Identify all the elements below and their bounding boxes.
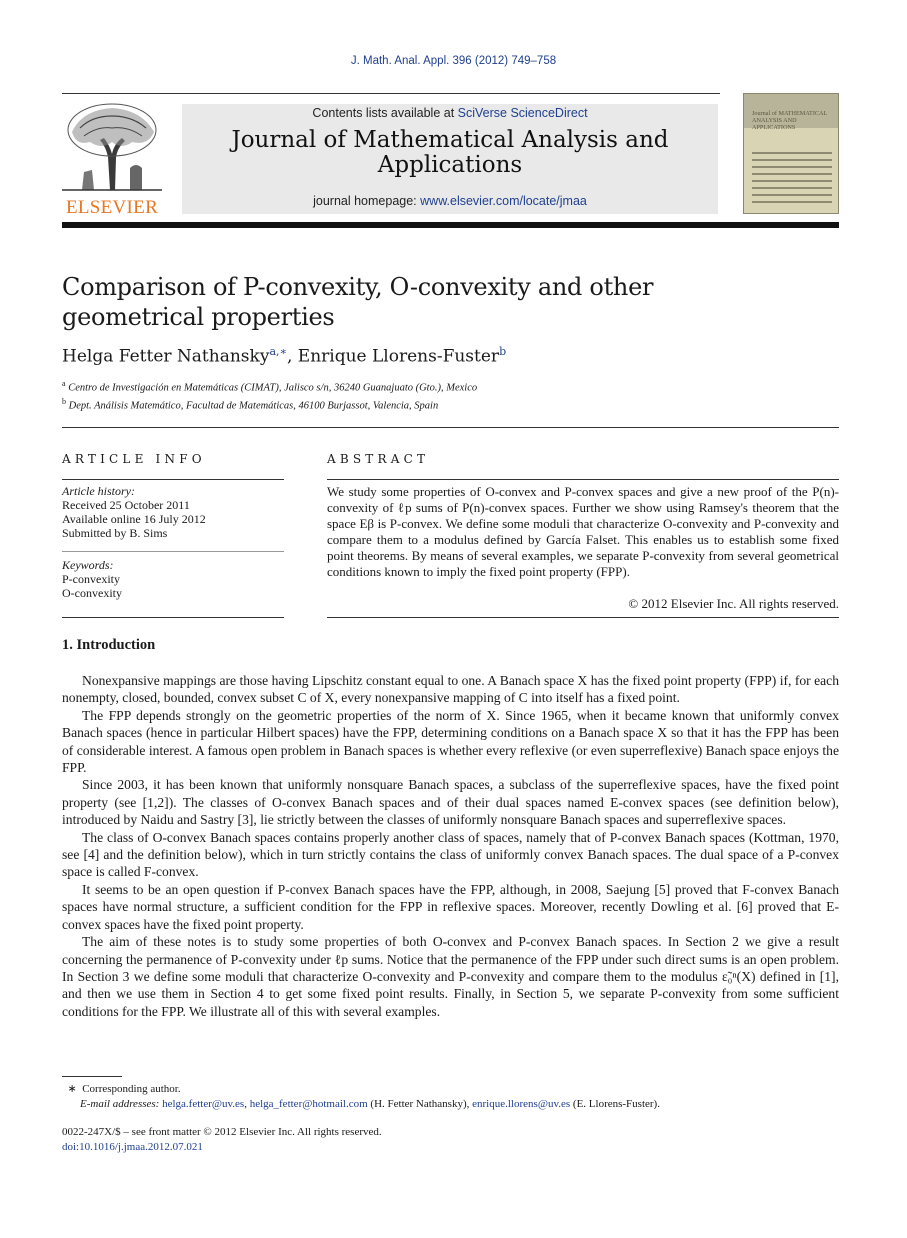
keywords-block (62, 558, 284, 600)
cover-line (752, 166, 832, 168)
author-name: Enrique Llorens-Fuster (297, 346, 500, 367)
author-marks[interactable]: a,∗ (269, 345, 287, 358)
body-paragraph: The class of O-convex Banach spaces contains properly another class of spaces, namely that of P-convex Banach spaces (Kottman, 1970, see [4] and the definition below), which in turn strictly contains the class of uniformly convex Banach spaces. The dual space of a P-convex space is called F-convex. (62, 829, 839, 880)
abstract-heading: ABSTRACT (327, 452, 430, 466)
body-paragraph: The FPP depends strongly on the geometric properties of the norm of X. Since 1965, when it became known that uniformly convex Banach spaces (hence in particular Hilbert spaces) have the FPP, determining conditions on a Banach space X so that it has the FPP has been of considerable interest. A famous open problem in Banach spaces is whether every reflexive (or even superreflexive) Banach space enjoys the FPP. (62, 707, 839, 776)
article-info-heading: ARTICLE INFO (62, 452, 206, 466)
sciencedirect-link[interactable]: SciVerse ScienceDirect (457, 106, 588, 120)
paper-title: Comparison of P-convexity, O-convexity and other geometrical properties (62, 273, 654, 331)
homepage-line (182, 194, 718, 208)
author-list: Helga Fetter Nathansky$^{a,∗}$, Enrique Llorens-Fuster$^b$ (62, 345, 507, 367)
elsevier-tree-icon (62, 102, 162, 192)
elsevier-logo (62, 102, 162, 218)
affiliation-mark: a (62, 379, 66, 388)
front-matter-note: 0022-247X/$ – see front matter © 2012 Elsevier Inc. All rights reserved. (62, 1126, 382, 1138)
email-note: E-mail addresses: helga.fetter@uv.es, helga_fetter@hotmail.com (H. Fetter Nathansky), enrique.llorens@uv.es (E. Llorens-Fuster). (80, 1098, 660, 1110)
elsevier-wordmark: ELSEVIER (65, 197, 159, 218)
journal-cover (743, 93, 839, 214)
keyword: P-convexity (62, 572, 120, 586)
introduction-body (62, 672, 839, 1020)
article-info-rule (62, 551, 284, 552)
article-info-rule (62, 617, 284, 618)
history-label: Article history: (62, 484, 135, 498)
cover-title: Journal of MATHEMATICAL ANALYSIS AND APPLICATIONS (752, 110, 828, 131)
available-date: Available online 16 July 2012 (62, 512, 206, 526)
body-paragraph: It seems to be an open question if P-convex Banach spaces have the FPP, although, in 2008, Saejung [5] proved that F-convex Banach spaces have normal structure, a sufficient condition for the FPP in reflexive spaces. Moreover, recently Dowling et al. [6] proved that E-convex spaces have the fixed point property. (62, 881, 839, 932)
section-rule (62, 427, 839, 428)
corresponding-mark: ∗ (67, 1083, 77, 1095)
doi-link[interactable]: doi:10.1016/j.jmaa.2012.07.021 (62, 1141, 203, 1153)
article-history (62, 484, 284, 540)
affiliation (62, 379, 477, 394)
journal-homepage-link[interactable]: www.elsevier.com/locate/jmaa (420, 194, 587, 208)
cover-line (752, 187, 832, 189)
affiliation-text: Centro de Investigación en Matemáticas (CIMAT), Jalisco s/n, 36240 Guanajuato (Gto.), Mexico (68, 382, 478, 394)
email-owner: (H. Fetter Nathansky), (370, 1098, 470, 1110)
copyright-notice: © 2012 Elsevier Inc. All rights reserved. (628, 596, 839, 611)
affiliation (62, 397, 438, 412)
cover-contents (752, 152, 832, 208)
cover-line (752, 152, 832, 154)
corresponding-text: Corresponding author. (82, 1083, 181, 1095)
cover-line (752, 201, 832, 203)
author-marks[interactable]: b (499, 345, 507, 358)
affiliation-mark: b (62, 397, 66, 406)
email-link[interactable]: helga_fetter@hotmail.com (249, 1098, 368, 1110)
corresponding-author-note (62, 1082, 181, 1095)
contents-line (182, 106, 718, 120)
footnote-rule (62, 1076, 122, 1077)
abstract-rule (327, 479, 839, 480)
body-paragraph: Since 2003, it has been known that uniformly nonsquare Banach spaces, a subclass of the superreflexive spaces, have the fixed point property (see [1,2]). The classes of O-convex Banach spaces and of their dual spaces named E-convex spaces (see definition below), introduced by Naidu and Sastry [3], lie strictly between the classes of uniformly nonsquare Banach spaces and superreflexive spaces. (62, 777, 839, 828)
header-top-rule (62, 93, 720, 94)
journal-citation[interactable]: J. Math. Anal. Appl. 396 (2012) 749–758 (350, 55, 557, 67)
cover-line (752, 173, 832, 175)
contents-prefix: Contents lists available at (312, 106, 458, 120)
journal-banner (182, 104, 718, 214)
introduction-heading: 1. Introduction (62, 637, 156, 653)
body-paragraph: The aim of these notes is to study some properties of both O-convex and P-convex Banach spaces. In Section 2 we give a result concerning the permanence of P-convexity under ℓp sums. Notice that the permanence of the FPP under such direct sums is an open problem. In Section 3 we define some moduli that characterize O-convexity and P-convexity and compare them to the modulus ε̃₀ⁿ(X) defined in [1], and then we use them in Section 4 to get some fixed point results. Finally, in Section 5, we separate P-convexity from some sufficient conditions for the FPP. We illustrate all of this with several examples. (62, 934, 839, 1019)
keyword: O-convexity (62, 586, 122, 600)
header-thick-rule (62, 222, 839, 228)
journal-title: Journal of Mathematical Analysis and Applications (231, 127, 669, 178)
article-info-rule (62, 479, 284, 480)
email-link[interactable]: enrique.llorens@uv.es (472, 1098, 571, 1110)
submitted-by: Submitted by B. Sims (62, 526, 168, 540)
email-label: E-mail addresses: (80, 1098, 160, 1110)
abstract-text: We study some properties of O-convex and P-convex spaces and give a new proof of the P(n)-convexity of ℓp sums of P(n)-convex spaces. Further we show using Ramsey's theorem that the space Eβ is P-convex. We define some moduli that characterize O-convexity and P-convexity and compare them to a modulus defined by García Falset. This enables us to establish some fixed point theorems. By means of several examples, we separate P-convexity from several geometrical conditions known to imply the fixed point property (FPP). (327, 484, 839, 579)
cover-line (752, 180, 832, 182)
homepage-prefix: journal homepage: (313, 194, 421, 208)
email-link[interactable]: helga.fetter@uv.es (162, 1098, 245, 1110)
affiliation-text: Dept. Análisis Matemático, Facultad de Matemáticas, 46100 Burjassot, Valencia, Spain (68, 400, 439, 412)
cover-line (752, 194, 832, 196)
received-date: Received 25 October 2011 (62, 498, 190, 512)
cover-line (752, 159, 832, 161)
keywords-label: Keywords: (62, 558, 114, 572)
author-name: Helga Fetter Nathansky (62, 346, 270, 367)
email-owner: (E. Llorens-Fuster). (572, 1098, 660, 1110)
body-paragraph: Nonexpansive mappings are those having Lipschitz constant equal to one. A Banach space X has the fixed point property (FPP) if, for each nonempty, closed, bounded, convex subset C of X, every nonexpansive mapping of C into itself has a fixed point. (62, 673, 839, 706)
abstract-rule (327, 617, 839, 618)
